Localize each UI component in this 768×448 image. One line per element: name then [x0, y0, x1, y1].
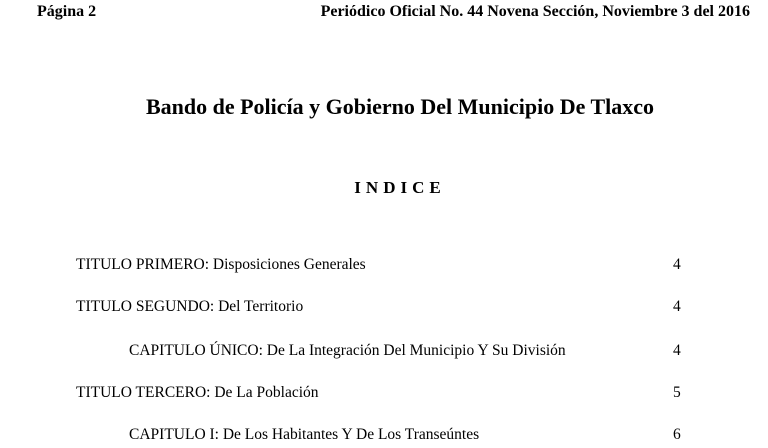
toc-entry-text: CAPITULO I: De Los Habitantes Y De Los Transeúntes: [129, 426, 480, 443]
toc-entry[interactable]: [0, 384, 768, 406]
index-heading: INDICE: [354, 178, 446, 197]
toc-entry-page: 5: [673, 384, 681, 401]
toc-entry-text: CAPITULO ÚNICO: De La Integración Del Municipio Y Su División: [129, 342, 566, 359]
toc-entry-text: TITULO PRIMERO: Disposiciones Generales: [76, 256, 366, 273]
document-title: Bando de Policía y Gobierno Del Municipio De Tlaxco: [145, 94, 655, 119]
page-header: [0, 3, 768, 23]
publication-info: Periódico Oficial No. 44 Novena Sección, Noviembre 3 del 2016: [320, 3, 750, 20]
toc-entry-text: TITULO TERCERO: De La Población: [76, 384, 319, 401]
toc-entry[interactable]: [0, 342, 768, 364]
toc-entry[interactable]: [0, 298, 768, 320]
toc-entry-text: TITULO SEGUNDO: Del Territorio: [76, 298, 304, 315]
page-number: Página 2: [37, 3, 97, 20]
toc-entry-page: 4: [673, 256, 681, 273]
toc-entry[interactable]: [0, 256, 768, 278]
toc-entry-page: 4: [673, 298, 681, 315]
toc-entry[interactable]: [0, 426, 768, 448]
toc-entry-page: 6: [673, 426, 681, 443]
toc-entry-page: 4: [673, 342, 681, 359]
